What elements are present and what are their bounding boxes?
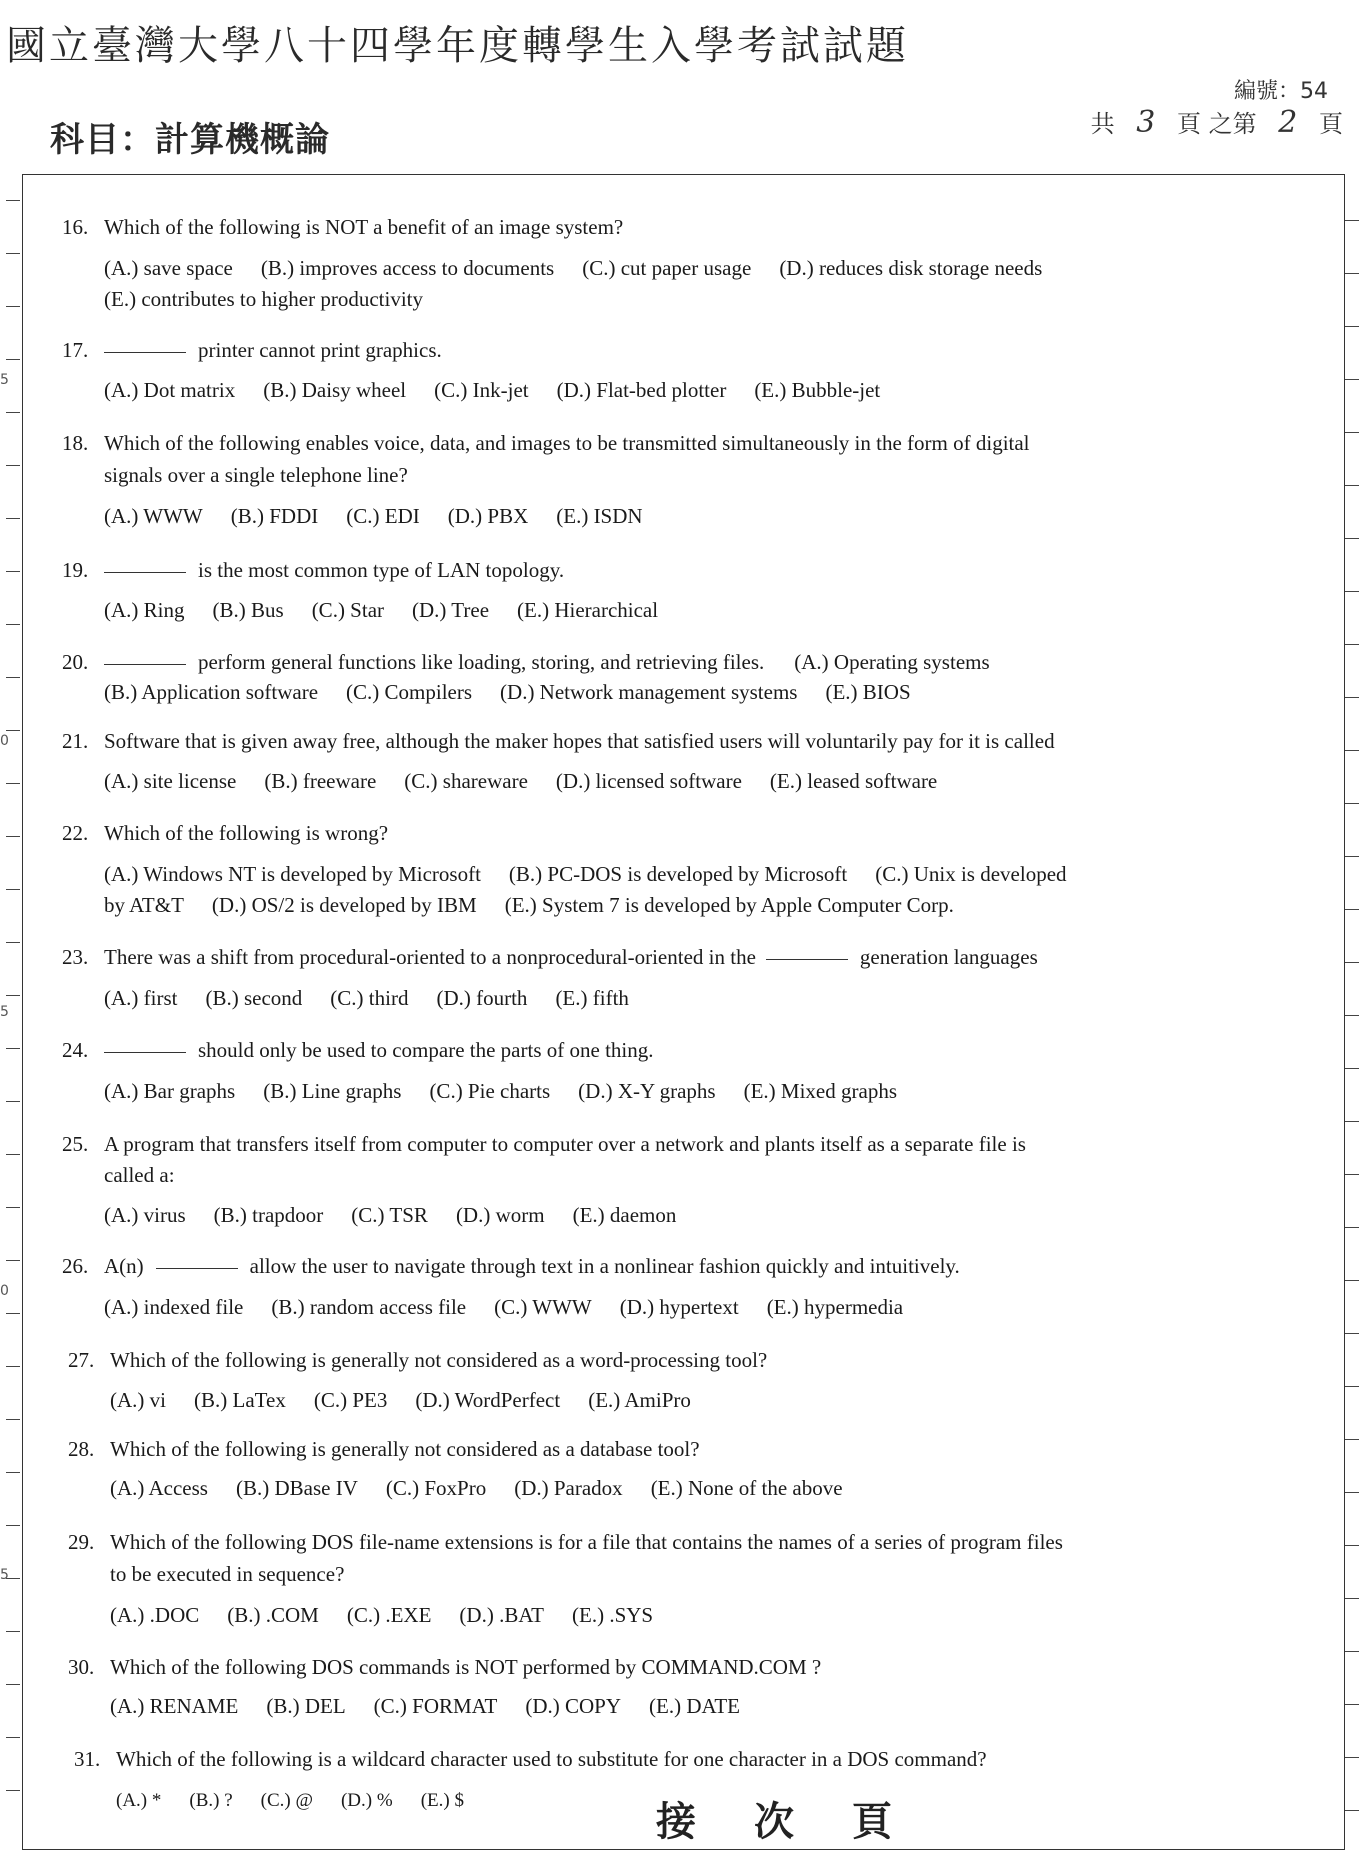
option-c: (C.) Compilers bbox=[346, 680, 473, 704]
option-d: (D.) Paradox bbox=[514, 1476, 623, 1500]
option-c: (C.) @ bbox=[260, 1790, 313, 1811]
question-stem: A program that transfers itself from computer to computer over a network and plants itself as a separate file is bbox=[104, 1132, 1026, 1156]
answer-blank bbox=[156, 1267, 238, 1269]
option-c: (C.) PE3 bbox=[313, 1388, 388, 1412]
ruler-tick bbox=[6, 1101, 20, 1102]
option-b: (B.) random access file bbox=[271, 1295, 467, 1319]
option-e: (E.) hypermedia bbox=[766, 1295, 904, 1319]
ruler-tick bbox=[1345, 1174, 1359, 1175]
option-a: (A.) virus bbox=[104, 1203, 186, 1227]
exam-title: 國立臺灣大學八十四學年度轉學生入學考試試題 bbox=[6, 23, 909, 69]
ruler-tick bbox=[1345, 909, 1359, 910]
ruler-tick bbox=[1345, 856, 1359, 857]
ruler-tick bbox=[6, 1048, 20, 1049]
option-c: (C.) Unix is developed bbox=[875, 862, 1067, 886]
ruler-tick bbox=[1345, 1280, 1359, 1281]
option-a: (A.) save space bbox=[104, 256, 233, 280]
ruler-tick bbox=[1345, 1068, 1359, 1069]
option-a: (A.) RENAME bbox=[110, 1694, 239, 1718]
ruler-tick bbox=[6, 518, 20, 519]
ruler-tick bbox=[6, 1684, 20, 1685]
ruler-tick bbox=[1345, 1121, 1359, 1122]
pages-prefix: 共 bbox=[1090, 110, 1115, 138]
question-stem: Which of the following enables voice, data, and images to be transmitted simultaneously in the form of digital bbox=[104, 431, 1030, 455]
question-stem: perform general functions like loading, storing, and retrieving files. bbox=[198, 650, 765, 674]
question-stem: Which of the following is wrong? bbox=[104, 821, 389, 845]
question-number: 19. bbox=[62, 558, 89, 582]
ruler-tick bbox=[1345, 220, 1359, 221]
question-stem: Which of the following is generally not considered as a database tool? bbox=[110, 1437, 700, 1461]
ruler-tick bbox=[6, 200, 20, 201]
pages-middle: 頁 之第 bbox=[1176, 110, 1257, 138]
ruler-tick bbox=[6, 1631, 20, 1632]
ruler-tick bbox=[6, 1366, 20, 1367]
ruler-tick bbox=[6, 306, 20, 307]
option-e: (E.) Hierarchical bbox=[517, 598, 659, 622]
margin-number: 0 bbox=[0, 733, 9, 749]
option-a: (A.) site license bbox=[104, 769, 237, 793]
margin-number: 0 bbox=[0, 1283, 9, 1299]
option-e: (E.) $ bbox=[420, 1790, 464, 1811]
option-b: (B.) Daisy wheel bbox=[263, 378, 407, 402]
ruler-tick bbox=[6, 1260, 20, 1261]
option-d: (D.) licensed software bbox=[555, 769, 742, 793]
question-stem: allow the user to navigate through text in a nonlinear fashion quickly and intuitively. bbox=[249, 1254, 960, 1278]
question-number: 16. bbox=[62, 215, 89, 239]
option-b: (B.) Line graphs bbox=[263, 1079, 402, 1103]
question-stem: Which of the following is NOT a benefit of an image system? bbox=[104, 215, 624, 239]
option-e: (E.) contributes to higher productivity bbox=[104, 287, 424, 311]
ruler-tick bbox=[6, 730, 20, 731]
option-e: (E.) System 7 is developed by Apple Computer Corp. bbox=[504, 893, 954, 917]
ruler-tick bbox=[1345, 1545, 1359, 1546]
question-stem: Which of the following DOS file-name extensions is for a file that contains the names of a series of program files bbox=[110, 1530, 1063, 1554]
question-stem: Software that is given away free, although the maker hopes that satisfied users will voluntarily pay for it is called bbox=[104, 729, 1055, 753]
option-b: (B.) trapdoor bbox=[213, 1203, 324, 1227]
option-c: (C.) third bbox=[330, 986, 409, 1010]
option-d: (D.) .BAT bbox=[459, 1603, 544, 1627]
question-number: 31. bbox=[74, 1747, 101, 1771]
question-stem: Which of the following DOS commands is NOT performed by COMMAND.COM ? bbox=[110, 1655, 822, 1679]
option-d: (D.) X-Y graphs bbox=[578, 1079, 716, 1103]
ruler-tick bbox=[1345, 326, 1359, 327]
option-c: (C.) shareware bbox=[404, 769, 528, 793]
ruler-tick bbox=[1345, 538, 1359, 539]
ruler-tick bbox=[1345, 485, 1359, 486]
ruler-tick bbox=[6, 995, 20, 996]
option-b: (B.) freeware bbox=[264, 769, 377, 793]
ruler-tick bbox=[1345, 1386, 1359, 1387]
margin-number: 5 bbox=[0, 1004, 9, 1020]
ruler-tick bbox=[1345, 1333, 1359, 1334]
option-d: (D.) Network management systems bbox=[500, 680, 798, 704]
option-d: (D.) Tree bbox=[412, 598, 490, 622]
option-d: (D.) % bbox=[340, 1790, 393, 1811]
ruler-tick bbox=[1345, 1651, 1359, 1652]
pages-suffix: 頁 bbox=[1319, 110, 1343, 138]
ruler-tick bbox=[6, 1472, 20, 1473]
ruler-tick bbox=[1345, 273, 1359, 274]
question-stem: Which of the following is a wildcard character used to substitute for one character in a DOS command? bbox=[116, 1747, 987, 1771]
option-e: (E.) BIOS bbox=[825, 680, 911, 704]
option-c: (C.) Pie charts bbox=[429, 1079, 551, 1103]
question-stem-continued: to be executed in sequence? bbox=[110, 1562, 345, 1586]
ruler-tick bbox=[1345, 432, 1359, 433]
option-b: (B.) LaTex bbox=[194, 1388, 286, 1412]
option-b: (B.) FDDI bbox=[230, 504, 319, 528]
option-e: (E.) daemon bbox=[572, 1203, 677, 1227]
question-stem-prefix: A(n) bbox=[104, 1254, 144, 1278]
ruler-tick bbox=[1345, 1598, 1359, 1599]
ruler-tick bbox=[6, 1737, 20, 1738]
question-number: 27. bbox=[68, 1348, 95, 1372]
option-b: (B.) DBase IV bbox=[235, 1476, 358, 1500]
option-b: (B.) .COM bbox=[227, 1603, 319, 1627]
option-e: (E.) AmiPro bbox=[588, 1388, 691, 1412]
ruler-tick bbox=[6, 1207, 20, 1208]
option-d: (D.) WordPerfect bbox=[415, 1388, 561, 1412]
option-c: (C.) FoxPro bbox=[385, 1476, 487, 1500]
ruler-tick bbox=[1345, 1439, 1359, 1440]
option-a: (A.) Dot matrix bbox=[104, 378, 236, 402]
option-c-continued: by AT&T bbox=[104, 893, 184, 917]
ruler-tick bbox=[6, 1154, 20, 1155]
answer-blank bbox=[104, 351, 186, 353]
answer-blank bbox=[766, 958, 848, 960]
ruler-tick bbox=[6, 571, 20, 572]
question-stem: is the most common type of LAN topology. bbox=[198, 558, 565, 582]
option-a: (A.) Operating systems bbox=[794, 650, 990, 674]
question-stem: There was a shift from procedural-oriented to a nonprocedural-oriented in the bbox=[104, 945, 756, 969]
question-number: 23. bbox=[62, 945, 89, 969]
option-a: (A.) WWW bbox=[104, 504, 203, 528]
ruler-tick bbox=[6, 1790, 20, 1791]
option-e: (E.) fifth bbox=[555, 986, 629, 1010]
option-c: (C.) Ink-jet bbox=[434, 378, 529, 402]
option-c: (C.) WWW bbox=[494, 1295, 592, 1319]
question-number: 22. bbox=[62, 821, 89, 845]
ruler-tick bbox=[6, 1525, 20, 1526]
option-c: (C.) .EXE bbox=[346, 1603, 432, 1627]
option-a: (A.) Access bbox=[110, 1476, 208, 1500]
question-number: 28. bbox=[68, 1437, 95, 1461]
ruler-tick bbox=[1345, 750, 1359, 751]
option-d: (D.) OS/2 is developed by IBM bbox=[211, 893, 477, 917]
option-a: (A.) Bar graphs bbox=[104, 1079, 236, 1103]
option-d: (D.) COPY bbox=[525, 1694, 622, 1718]
ruler-tick bbox=[6, 1419, 20, 1420]
option-a: (A.) first bbox=[104, 986, 178, 1010]
ruler-tick bbox=[1345, 379, 1359, 380]
option-b: (B.) improves access to documents bbox=[260, 256, 555, 280]
ruler-tick bbox=[6, 889, 20, 890]
option-e: (E.) DATE bbox=[649, 1694, 740, 1718]
page-indicator bbox=[1091, 104, 1343, 140]
ruler-tick bbox=[1345, 1810, 1359, 1811]
option-e: (E.) ISDN bbox=[556, 504, 643, 528]
option-a: (A.) indexed file bbox=[104, 1295, 244, 1319]
ruler-tick bbox=[6, 942, 20, 943]
question-stem: printer cannot print graphics. bbox=[198, 338, 442, 362]
ruler-tick bbox=[6, 465, 20, 466]
ruler-tick bbox=[6, 624, 20, 625]
question-number: 30. bbox=[68, 1655, 95, 1679]
question-number: 20. bbox=[62, 650, 89, 674]
option-a: (A.) vi bbox=[110, 1388, 166, 1412]
ruler-tick bbox=[6, 783, 20, 784]
ruler-tick bbox=[6, 359, 20, 360]
question-number: 24. bbox=[62, 1038, 89, 1062]
ruler-tick bbox=[6, 836, 20, 837]
option-b: (B.) PC-DOS is developed by Microsoft bbox=[508, 862, 848, 886]
margin-number: 5 bbox=[0, 1567, 9, 1583]
option-c: (C.) cut paper usage bbox=[582, 256, 752, 280]
ruler-tick bbox=[1345, 1227, 1359, 1228]
option-b: (B.) Application software bbox=[104, 680, 319, 704]
question-number: 25. bbox=[62, 1132, 89, 1156]
option-a: (A.) Ring bbox=[104, 598, 185, 622]
ruler-tick bbox=[1345, 1757, 1359, 1758]
ruler-tick bbox=[6, 412, 20, 413]
pages-total: 3 bbox=[1136, 105, 1156, 140]
option-a: (A.) * bbox=[116, 1790, 162, 1811]
question-number: 17. bbox=[62, 338, 89, 362]
answer-blank bbox=[104, 571, 186, 573]
option-e: (E.) Mixed graphs bbox=[743, 1079, 897, 1103]
ruler-tick bbox=[1345, 1015, 1359, 1016]
option-b: (B.) Bus bbox=[212, 598, 284, 622]
option-e: (E.) Bubble-jet bbox=[754, 378, 881, 402]
ruler-tick bbox=[1345, 1704, 1359, 1705]
margin-number: 5 bbox=[0, 372, 9, 388]
answer-blank bbox=[104, 663, 186, 665]
option-b: (B.) ? bbox=[189, 1790, 233, 1811]
exam-code: 編號：54 bbox=[1234, 79, 1328, 104]
ruler-tick bbox=[1345, 803, 1359, 804]
option-d: (D.) fourth bbox=[436, 986, 528, 1010]
ruler-tick bbox=[1345, 697, 1359, 698]
continued-next-page-stamp: 接次頁 bbox=[656, 1798, 950, 1845]
ruler-tick bbox=[6, 253, 20, 254]
option-d: (D.) PBX bbox=[447, 504, 529, 528]
answer-blank bbox=[104, 1051, 186, 1053]
question-number: 29. bbox=[68, 1530, 95, 1554]
option-e: (E.) leased software bbox=[769, 769, 938, 793]
question-number: 18. bbox=[62, 431, 89, 455]
option-c: (C.) TSR bbox=[351, 1203, 428, 1227]
ruler-tick bbox=[1345, 1492, 1359, 1493]
option-d: (D.) worm bbox=[455, 1203, 545, 1227]
option-b: (B.) DEL bbox=[266, 1694, 346, 1718]
option-c: (C.) Star bbox=[311, 598, 385, 622]
question-stem: Which of the following is generally not considered as a word-processing tool? bbox=[110, 1348, 768, 1372]
option-d: (D.) reduces disk storage needs bbox=[779, 256, 1043, 280]
ruler-tick bbox=[6, 1313, 20, 1314]
option-a: (A.) .DOC bbox=[110, 1603, 200, 1627]
question-stem: should only be used to compare the parts of one thing. bbox=[198, 1038, 654, 1062]
question-number: 21. bbox=[62, 729, 89, 753]
question-stem-tail: generation languages bbox=[859, 945, 1038, 969]
option-c: (C.) EDI bbox=[346, 504, 420, 528]
ruler-tick bbox=[6, 677, 20, 678]
option-a: (A.) Windows NT is developed by Microsoft bbox=[104, 862, 481, 886]
option-e: (E.) None of the above bbox=[650, 1476, 843, 1500]
ruler-tick bbox=[1345, 591, 1359, 592]
question-stem-continued: called a: bbox=[104, 1163, 175, 1187]
exam-subject: 科目：計算機概論 bbox=[50, 120, 330, 160]
ruler-tick bbox=[1345, 644, 1359, 645]
question-stem-continued: signals over a single telephone line? bbox=[104, 463, 408, 487]
option-d: (D.) Flat-bed plotter bbox=[556, 378, 727, 402]
option-d: (D.) hypertext bbox=[619, 1295, 739, 1319]
question-number: 26. bbox=[62, 1254, 89, 1278]
option-e: (E.) .SYS bbox=[572, 1603, 654, 1627]
option-c: (C.) FORMAT bbox=[373, 1694, 498, 1718]
ruler-tick bbox=[1345, 962, 1359, 963]
pages-current: 2 bbox=[1278, 105, 1298, 140]
option-b: (B.) second bbox=[205, 986, 303, 1010]
